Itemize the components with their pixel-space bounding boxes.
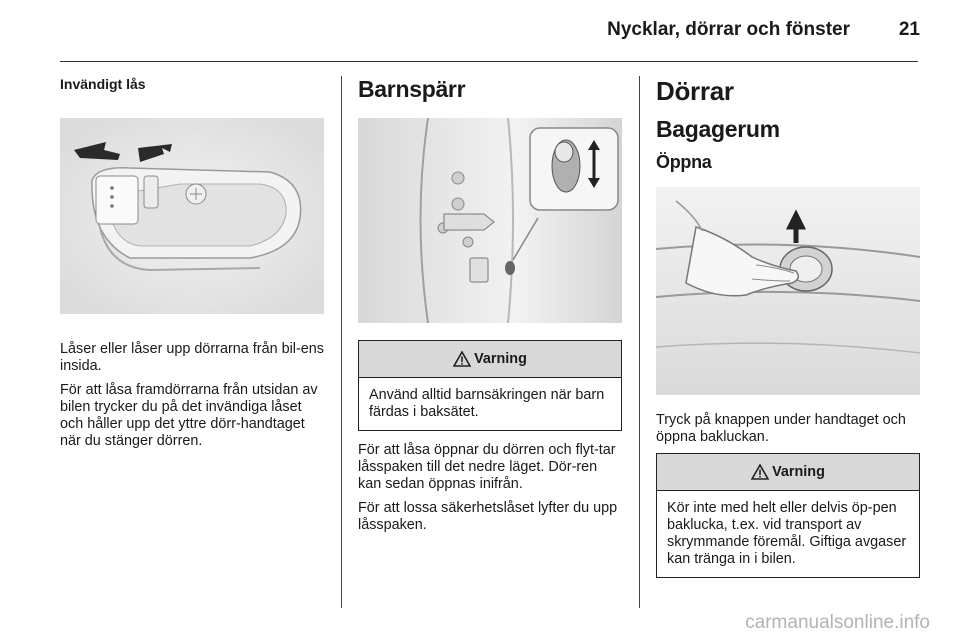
child-lock-illustration bbox=[358, 118, 622, 323]
section-heading: Dörrar bbox=[656, 76, 734, 106]
header-rule bbox=[60, 61, 918, 62]
warning-title: Varning bbox=[772, 464, 825, 480]
warning-triangle-icon bbox=[453, 351, 471, 367]
column-interior-lock bbox=[60, 76, 326, 457]
paragraph: Låser eller låser upp dörrarna från bil-ens insida. bbox=[60, 341, 324, 374]
paragraph: För att låsa framdörrarna från utsidan av bilen trycker du på det invändiga låset och håller upp det yttre dörr-handtaget när du stänger dörren. bbox=[60, 382, 318, 449]
section-heading: Invändigt lås bbox=[60, 76, 146, 92]
column-divider bbox=[341, 76, 342, 608]
interior-lock-illustration bbox=[60, 118, 324, 314]
subsection-heading: Öppna bbox=[656, 152, 712, 172]
column-child-lock bbox=[358, 76, 622, 541]
tailgate-handle-drawing bbox=[656, 187, 920, 395]
tailgate-illustration bbox=[656, 187, 920, 395]
paragraph: Tryck på knappen under handtaget och öppna bakluckan. bbox=[656, 412, 906, 445]
door-handle-drawing bbox=[60, 118, 324, 314]
door-edge-drawing bbox=[358, 118, 622, 323]
page-number: 21 bbox=[898, 19, 920, 40]
watermark: carmanualsonline.info bbox=[745, 612, 930, 633]
warning-title: Varning bbox=[474, 351, 527, 367]
warning-box bbox=[358, 340, 622, 431]
paragraph: För att låsa öppnar du dörren och flyt-tar låsspaken till det nedre läget. Dör-ren kan sedan öppnas inifrån. bbox=[358, 442, 616, 492]
warning-text: Använd alltid barnsäkringen när barn färdas i baksätet. bbox=[369, 387, 605, 420]
warning-text: Kör inte med helt eller delvis öp-pen baklucka, t.ex. vid transport av skrymmande föremål. Giftiga avgaser kan tränga in i bilen. bbox=[667, 500, 907, 567]
column-divider bbox=[639, 76, 640, 608]
paragraph: För att lossa säkerhetslåset lyfter du upp låsspaken. bbox=[358, 500, 618, 533]
section-heading: Barnspärr bbox=[358, 76, 466, 102]
column-doors bbox=[656, 76, 920, 578]
warning-box bbox=[656, 453, 920, 578]
page-header-title: Nycklar, dörrar och fönster bbox=[607, 19, 850, 40]
warning-triangle-icon bbox=[751, 464, 769, 480]
subsection-heading: Bagagerum bbox=[656, 116, 780, 142]
